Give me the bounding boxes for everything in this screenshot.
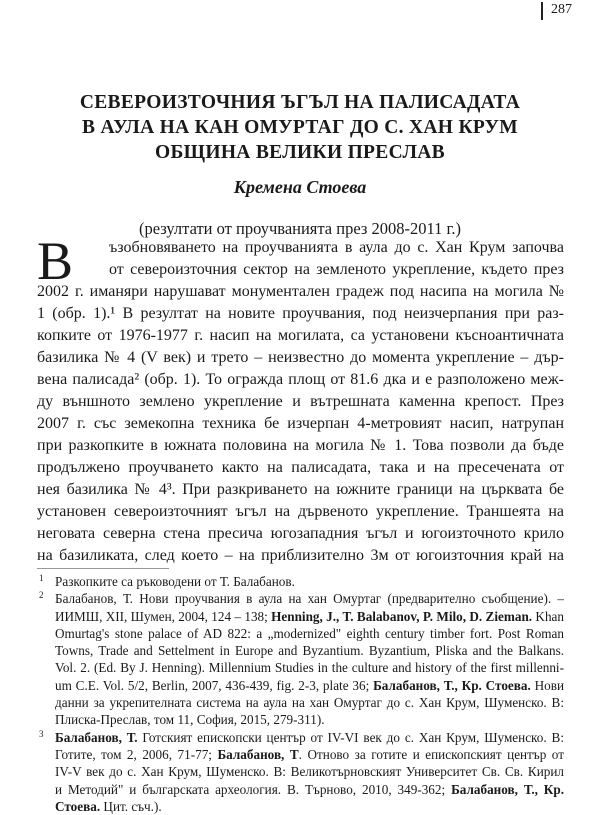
footnote-number: 1	[39, 573, 44, 583]
body-line: неговата северна стена пресича югозападния ъгъл и югоизточното крило	[37, 525, 564, 542]
body-line: ъзобновяването на проучванията в аула до с. Хан Крум започва	[109, 239, 564, 256]
footnote-text: . Отново за готите и епископският център от	[298, 746, 564, 762]
footnote-line	[37, 729, 564, 746]
citation-author: Стоева.	[55, 798, 101, 814]
subtitle: (резултати от проучванията през 2008-2011 г.)	[138, 219, 462, 238]
footnote-number: 3	[39, 728, 44, 739]
footnote-number: 2	[39, 590, 44, 601]
body-line: при разкопките в южната половина на могила № 1. Това позволи да бъде	[37, 437, 564, 454]
footnote-line	[37, 608, 564, 625]
footnote-text: Разкопките са ръководени от Т. Балабанов.	[55, 574, 295, 589]
body-text	[37, 231, 564, 567]
body-line: базилика № 4 (V век) и трето – неизвестно до момента укрепление – дър-	[37, 349, 564, 366]
footnote-line	[37, 573, 564, 590]
body-line: нея базилика № 4³. При разкриването на южните граници на църквата бе	[37, 481, 564, 498]
footnote-text: Нови	[530, 677, 564, 693]
title-line: ОБЩИНА ВЕЛИКИ ПРЕСЛАВ	[154, 142, 445, 163]
footnote-text: IV-V век до с. Хан Крум, Шуменско. В: Великотърновският Университет Св. Св. Кирил	[55, 764, 564, 780]
footnote-text: Omurtag's stone palace of AD 822: a „modernized" eighth century timber fort. Post Roman	[55, 625, 564, 641]
footnote-line	[37, 642, 564, 659]
citation-author: Henning, J., T. Balabanov, P. Milo, D. Zieman.	[271, 608, 533, 624]
citation-author: Балабанов, Т., Кр.	[451, 781, 564, 797]
footnote-text: Готският епископски център от IV-VI век до с. Хан Крум, Шуменско. В:	[137, 729, 564, 745]
footnote-text: Балабанов, Т. Нови проучвания в аула на хан Омуртаг (предварително съобщение). –	[55, 591, 564, 607]
footnote-line	[37, 798, 564, 815]
citation-author: Балабанов, Т	[217, 746, 299, 762]
footnote-text: данни за укрепителната система на аула на хан Омуртаг до с. Хан Крум, Шуменско. В:	[55, 695, 564, 711]
body-line: копките от 1976-1977 г. насип на могилата, са установени късноантичната	[37, 327, 564, 344]
drop-cap: В	[37, 231, 74, 291]
body-line: 2007 г. със земекопна техника бе изчерпан 4-метровият насип, натрупан	[37, 415, 564, 432]
citation-author: Балабанов, Т., Кр. Стоева.	[373, 677, 531, 693]
footnote-line	[37, 677, 564, 694]
footnote-text: Цит. съч.).	[100, 798, 162, 814]
footnote-text: um C.E. Vol. 5/2, Berlin, 2007, 436-439, fig. 2-3, plate 36;	[55, 677, 374, 693]
author: Кремена Стоева	[233, 177, 367, 197]
footnote-line	[37, 746, 564, 763]
footnote-text: ИИМШ, XII, Шумен, 2004, 124 – 138;	[55, 608, 272, 624]
footnote-text: Towns, Trade and Settelment in Europe and Byzantium. Byzantium, Pliska and the Balkans.	[55, 643, 564, 659]
footnote-line	[37, 781, 564, 798]
footnote-line	[37, 625, 564, 642]
footnote-line	[37, 694, 564, 711]
footnote-text: Готите, том 2, 2006, 71-77;	[55, 746, 218, 762]
body-line: установен североизточният ъгъл на дървеното укрепление. Траншеята на	[37, 503, 564, 520]
footnote-text: и Методий" и българската археология. В. Търново, 2010, 349-362;	[55, 781, 452, 797]
body-line: 1 (обр. 1).¹ В резултат на новите проучвания, под неизчерпания при раз-	[37, 305, 564, 322]
body-line: вена палисада² (обр. 1). То огражда площ от 81.6 дка и е разположено меж-	[37, 371, 564, 388]
footnote-text: Плиска-Преслав, том 11, София, 2015, 279-311).	[55, 712, 325, 728]
body-line: 2002 г. иманяри нарушават монументален градеж под насипа на могила №	[37, 283, 564, 300]
footnote-text: Khan	[532, 608, 564, 624]
body-line: ду външното землено укрепление и вътрешната каменна крепост. През	[37, 393, 564, 410]
body-line: на базиликата, след което – на приблизително 3м от югоизточния край на	[37, 547, 564, 564]
footnote-line	[37, 711, 564, 728]
footnote-divider	[37, 568, 169, 569]
footnote-line	[37, 659, 564, 676]
article-title	[0, 90, 600, 165]
body-line: продължено проучването както на палисадата, така и на пресечената от	[37, 459, 564, 476]
page-number: 287	[541, 2, 572, 20]
title-line: СЕВЕРОИЗТОЧНИЯ ЪГЪЛ НА ПАЛИСАДАТА	[79, 92, 521, 113]
footnote-line	[37, 763, 564, 780]
footnote-text: Vol. 2. (Ed. By J. Henning). Millennium Studies in the culture and history of the first millenni-	[55, 660, 564, 676]
footnote-line	[37, 590, 564, 607]
title-line: В АУЛА НА КАН ОМУРТАГ ДО С. ХАН КРУМ	[82, 117, 518, 138]
body-line: от североизточния сектор на земленото укрепление, където през	[109, 261, 564, 278]
citation-author: Балабанов, Т.	[55, 729, 138, 745]
footnotes	[37, 573, 564, 815]
